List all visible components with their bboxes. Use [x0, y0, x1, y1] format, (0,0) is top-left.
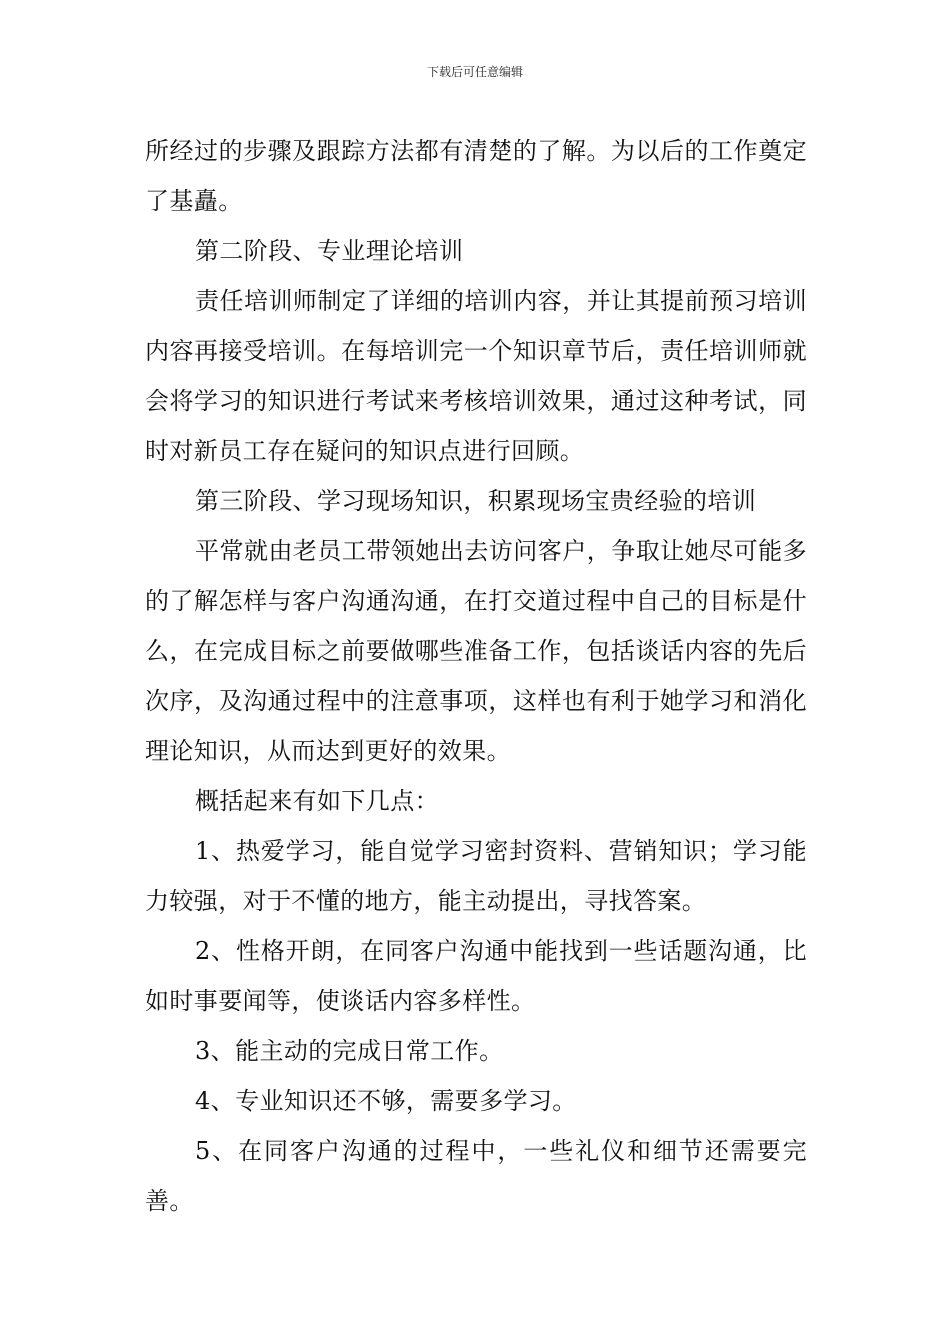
paragraph-stage-three-body: 平常就由老员工带领她出去访问客户，争取让她尽可能多的了解怎样与客户沟通沟通，在打交道过程中自己的目标是什么，在完成目标之前要做哪些准备工作，包括谈话内容的先后次序，及沟通过程中的注意事项，这样也有利于她学习和消化理论知识，从而达到更好的效果。 [145, 537, 807, 765]
summary-point-5: 5、在同客户沟通的过程中，一些礼仪和细节还需要完善。 [145, 1137, 807, 1215]
document-body [145, 126, 807, 1226]
section-heading-stage-three: 第三阶段、学习现场知识，积累现场宝贵经验的培训 [195, 487, 757, 515]
summary-point-1: 1、热爱学习，能自觉学习密封资料、营销知识；学习能力较强，对于不懂的地方，能主动提出，寻找答案。 [145, 837, 807, 915]
page-header-note: 下载后可任意编辑 [426, 65, 523, 79]
section-heading-stage-two: 第二阶段、专业理论培训 [195, 237, 464, 265]
summary-intro: 概括起来有如下几点： [195, 787, 439, 815]
paragraph-stage-two-body: 责任培训师制定了详细的培训内容，并让其提前预习培训内容再接受培训。在每培训完一个知识章节后，责任培训师就会将学习的知识进行考试来考核培训效果，通过这种考试，同时对新员工存在疑问的知识点进行回顾。 [145, 287, 807, 465]
summary-point-2: 2、性格开朗，在同客户沟通中能找到一些话题沟通，比如时事要闻等，使谈话内容多样性。 [145, 937, 807, 1015]
summary-point-3: 3、能主动的完成日常工作。 [195, 1037, 504, 1065]
paragraph-continuation: 所经过的步骤及跟踪方法都有清楚的了解。为以后的工作奠定了基矗。 [145, 137, 807, 215]
summary-point-4: 4、专业知识还不够，需要多学习。 [195, 1087, 577, 1115]
